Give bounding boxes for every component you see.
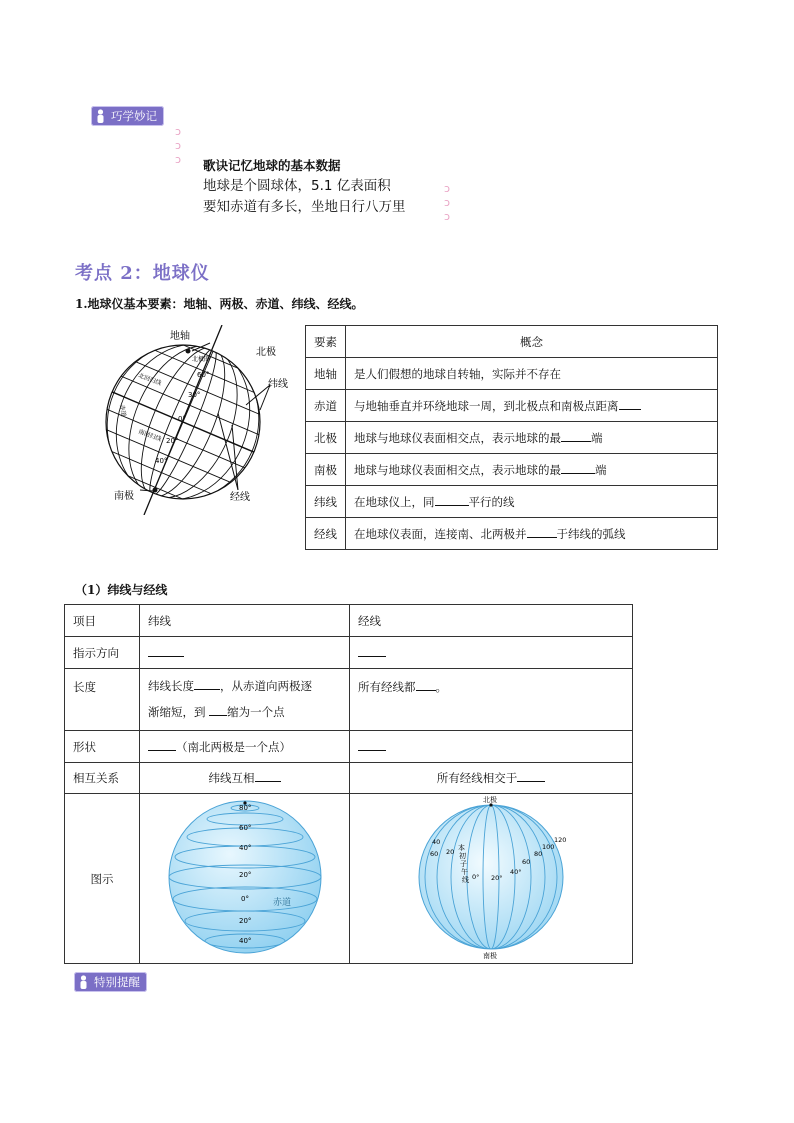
term-cell: 纬线 [306,486,346,518]
memo-line: 地球是个圆球体，5.1 亿表面积 [203,178,391,194]
term-cell: 北极 [306,422,346,454]
lat-deg-label: 80° [238,804,251,812]
table-row [65,731,633,763]
term-cell: 赤道 [306,390,346,422]
row-label: 长度 [65,669,140,731]
concept-text: 与地轴垂直并环绕地球一周，到北极点和南极点距离 [354,398,619,413]
lat-lon-table [64,604,633,964]
concept-text: 地球与地球仪表面相交点，表示地球的最 [354,462,561,477]
equator-label: 赤道 [118,404,128,418]
lon-label: 40° [510,868,522,876]
deg-label: 20° [166,437,179,445]
tip-badge [91,106,164,126]
cell [350,637,633,669]
longitude-globe [406,794,576,960]
concept-text: 平行的线 [468,494,515,509]
answer-blank[interactable] [435,494,469,506]
section-heading: 考点 2：地球仪 [75,263,210,284]
cell-text: 纬线长度 [148,679,194,693]
cell [140,669,350,731]
tropic-s-label: 南回归线 [137,428,163,444]
concept-text: 在地球仪上，同 [354,494,435,509]
answer-blank[interactable] [416,679,436,691]
answer-blank[interactable] [527,526,557,538]
concept-cell [346,518,718,550]
deg-label: 60° [197,371,210,379]
table-row [65,794,633,964]
concept-cell [346,422,718,454]
concept-text: 端 [591,430,603,445]
table-header: 要素 [306,326,346,358]
lon-label: 80 [534,850,543,858]
table-row [65,763,633,794]
table-row [306,518,718,550]
lon-label: 120 [554,836,567,844]
cell [140,731,350,763]
answer-blank[interactable] [358,739,386,751]
answer-blank[interactable] [148,739,176,751]
cell [140,763,350,794]
table-row [306,358,718,390]
deg-label: 40° [155,457,168,465]
figure-cell [350,794,633,964]
table-row [306,486,718,518]
row-label: 图示 [65,794,140,964]
globe-diagram [100,325,300,515]
deg-label: 30° [188,391,201,399]
lat-deg-label: 20° [238,871,251,879]
table-row [306,454,718,486]
row-label: 指示方向 [65,637,140,669]
prime-meridian-char: 子 [460,860,467,868]
table-row [306,422,718,454]
table-row [65,669,633,731]
cell-text: 所有经线都 [358,680,416,694]
term-cell: 南极 [306,454,346,486]
cell-text: 。 [435,680,447,694]
lon-label: 60 [430,850,439,858]
lon-label: 20° [491,874,503,882]
concept-text: 于纬线的弧线 [556,526,626,541]
memo-block [203,155,406,218]
term-cell: 经线 [306,518,346,550]
table-header: 经线 [350,605,633,637]
concept-cell [346,486,718,518]
table-header: 纬线 [140,605,350,637]
lon-label: 60 [522,858,531,866]
lat-deg-label: 0° [240,895,249,903]
lon-label: 0° [472,873,480,881]
lat-deg-label: 40° [238,844,251,852]
north-pole-label: 北极 [483,796,497,804]
prime-meridian-char: 线 [462,876,469,884]
term-cell: 地轴 [306,358,346,390]
answer-blank[interactable] [619,398,641,410]
prime-meridian-char: 午 [461,868,468,876]
answer-blank[interactable] [517,770,545,782]
longitude-label: 经线 [230,492,250,503]
north-pole-label: 北极 [256,347,276,358]
lat-deg-label: 60° [238,824,251,832]
table-header: 项目 [65,605,140,637]
concept-cell [346,358,718,390]
answer-blank[interactable] [209,704,227,716]
answer-blank[interactable] [255,770,281,782]
reminder-badge [74,972,147,992]
lon-label: 100 [542,843,555,851]
lon-label: 20 [446,848,455,856]
concept-text: 端 [595,462,607,477]
cell-text: （南北两极是一个点） [176,739,291,754]
tropic-n-label: 北回归线 [137,372,163,388]
tip-label: 巧学妙记 [111,109,157,123]
point-heading: 1.地球仪基本要素：地轴、两极、赤道、纬线、经线。 [75,297,364,311]
decor-left: ↄ ↄ ↄ [175,125,182,166]
person-icon [96,109,105,123]
cell-text: 缩为一个点 [227,705,285,719]
cell-text: 纬线互相 [208,771,255,785]
cell [350,669,633,731]
prime-meridian-char: 初 [459,852,466,860]
answer-blank[interactable] [561,430,591,442]
equator-label: 赤道 [272,898,291,908]
concept-cell [346,454,718,486]
south-pole-label: 南极 [114,491,134,502]
concept-text: 是人们假想的地球自转轴，实际并不存在 [354,366,561,381]
table-row [65,637,633,669]
concept-text: 在地球仪表面，连接南、北两极并 [354,526,527,541]
prime-meridian-char: 本 [458,844,465,852]
latitude-label: 纬线 [268,379,288,390]
row-label: 形状 [65,731,140,763]
decor-right: ↄ ↄ ↄ [444,182,451,223]
answer-blank[interactable] [561,462,595,474]
table-row [306,390,718,422]
concept-cell [346,390,718,422]
lat-deg-label: 40° [238,937,251,945]
latitude-globe [165,797,325,957]
cell [140,637,350,669]
axis-label: 地轴 [170,331,190,342]
memo-line: 要知赤道有多长，坐地日行八万里 [203,199,406,215]
table-header: 概念 [346,326,718,358]
cell [350,763,633,794]
cell-text: ，从赤道向两极逐 [220,679,312,693]
answer-blank[interactable] [194,678,220,690]
elements-table [305,325,718,550]
concept-text: 地球与地球仪表面相交点，表示地球的最 [354,430,561,445]
cell [350,731,633,763]
person-icon [79,975,88,989]
sub-heading: （1）纬线与经线 [75,583,168,597]
memo-title: 歌诀记忆地球的基本数据 [203,158,341,173]
arctic-label: 北极圈 [192,356,211,363]
cell-text: 所有经线相交于 [436,771,518,785]
lon-label: 40 [432,838,441,846]
answer-blank[interactable] [148,645,184,657]
lat-deg-label: 20° [238,917,251,925]
reminder-label: 特别提醒 [94,975,140,989]
figure-cell [140,794,350,964]
south-pole-label: 南极 [483,952,497,960]
answer-blank[interactable] [358,645,386,657]
row-label: 相互关系 [65,763,140,794]
cell-text: 渐缩短，到 [148,705,210,719]
deg-label: 0° [178,415,186,423]
